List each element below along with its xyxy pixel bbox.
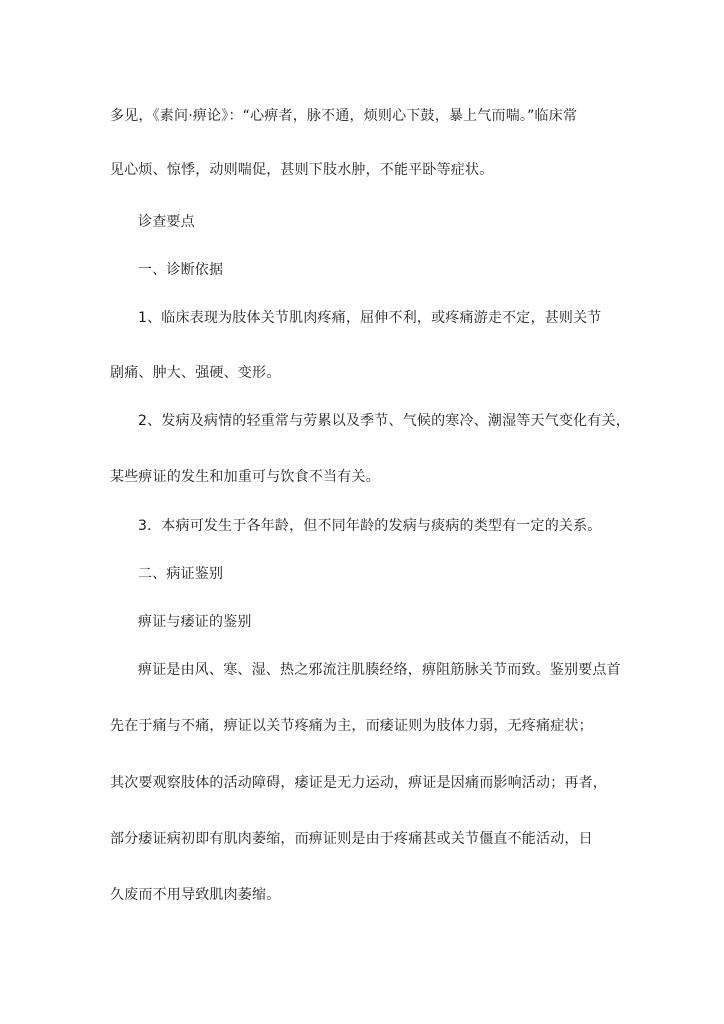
paragraph-line-4: 先在于痛与不痛，痹证以关节疼痛为主，而痿证则为肢体力弱，无疼痛症状； (110, 718, 593, 734)
paragraph-line-1: 多见，《素问·痹论》：“心痹者，脉不通，烦则心下鼓，暴上气而喘。”临床常 (110, 108, 578, 124)
list-item-1-line-2: 剧痛、肿大、强硬、变形。 (110, 365, 281, 381)
topic-heading-bi-vs-wei: 痹证与痿证的鉴别 (138, 614, 252, 630)
paragraph-line-2: 见心烦、惊悸，动则喘促，甚则下肢水肿，不能平卧等症状。 (110, 162, 494, 178)
list-item-2-line-2: 某些痹证的发生和加重可与饮食不当有关。 (110, 469, 380, 485)
paragraph-line-7: 久废而不用导致肌肉萎缩。 (110, 887, 281, 903)
paragraph-line-5: 其次要观察肢体的活动障碍，痿证是无力运动，痹证是因痛而影响活动；再者， (110, 775, 607, 791)
list-item-1-line-1: 1、临床表现为肢体关节肌肉疼痛，屈伸不利，或疼痛游走不定，甚则关节 (138, 310, 602, 326)
subsection-heading-diagnosis-basis: 一、诊断依据 (138, 262, 224, 278)
subsection-heading-differentiation: 二、病证鉴别 (138, 566, 224, 582)
section-heading-exam-points: 诊查要点 (138, 214, 195, 230)
list-item-3: 3．本病可发生于各年龄，但不同年龄的发病与痰病的类型有一定的关系。 (138, 518, 602, 534)
list-item-2-line-1: 2、发病及病情的轻重常与劳累以及季节、气候的寒冷、潮湿等天气变化有关， (138, 413, 630, 429)
paragraph-line-6: 部分痿证病初即有肌肉萎缩，而痹证则是由于疼痛甚或关节僵直不能活动，日 (110, 831, 593, 847)
paragraph-line-3: 痹证是由风、寒、湿、热之邪流注肌腠经络，痹阻筋脉关节而致。鉴别要点首 (138, 662, 621, 678)
